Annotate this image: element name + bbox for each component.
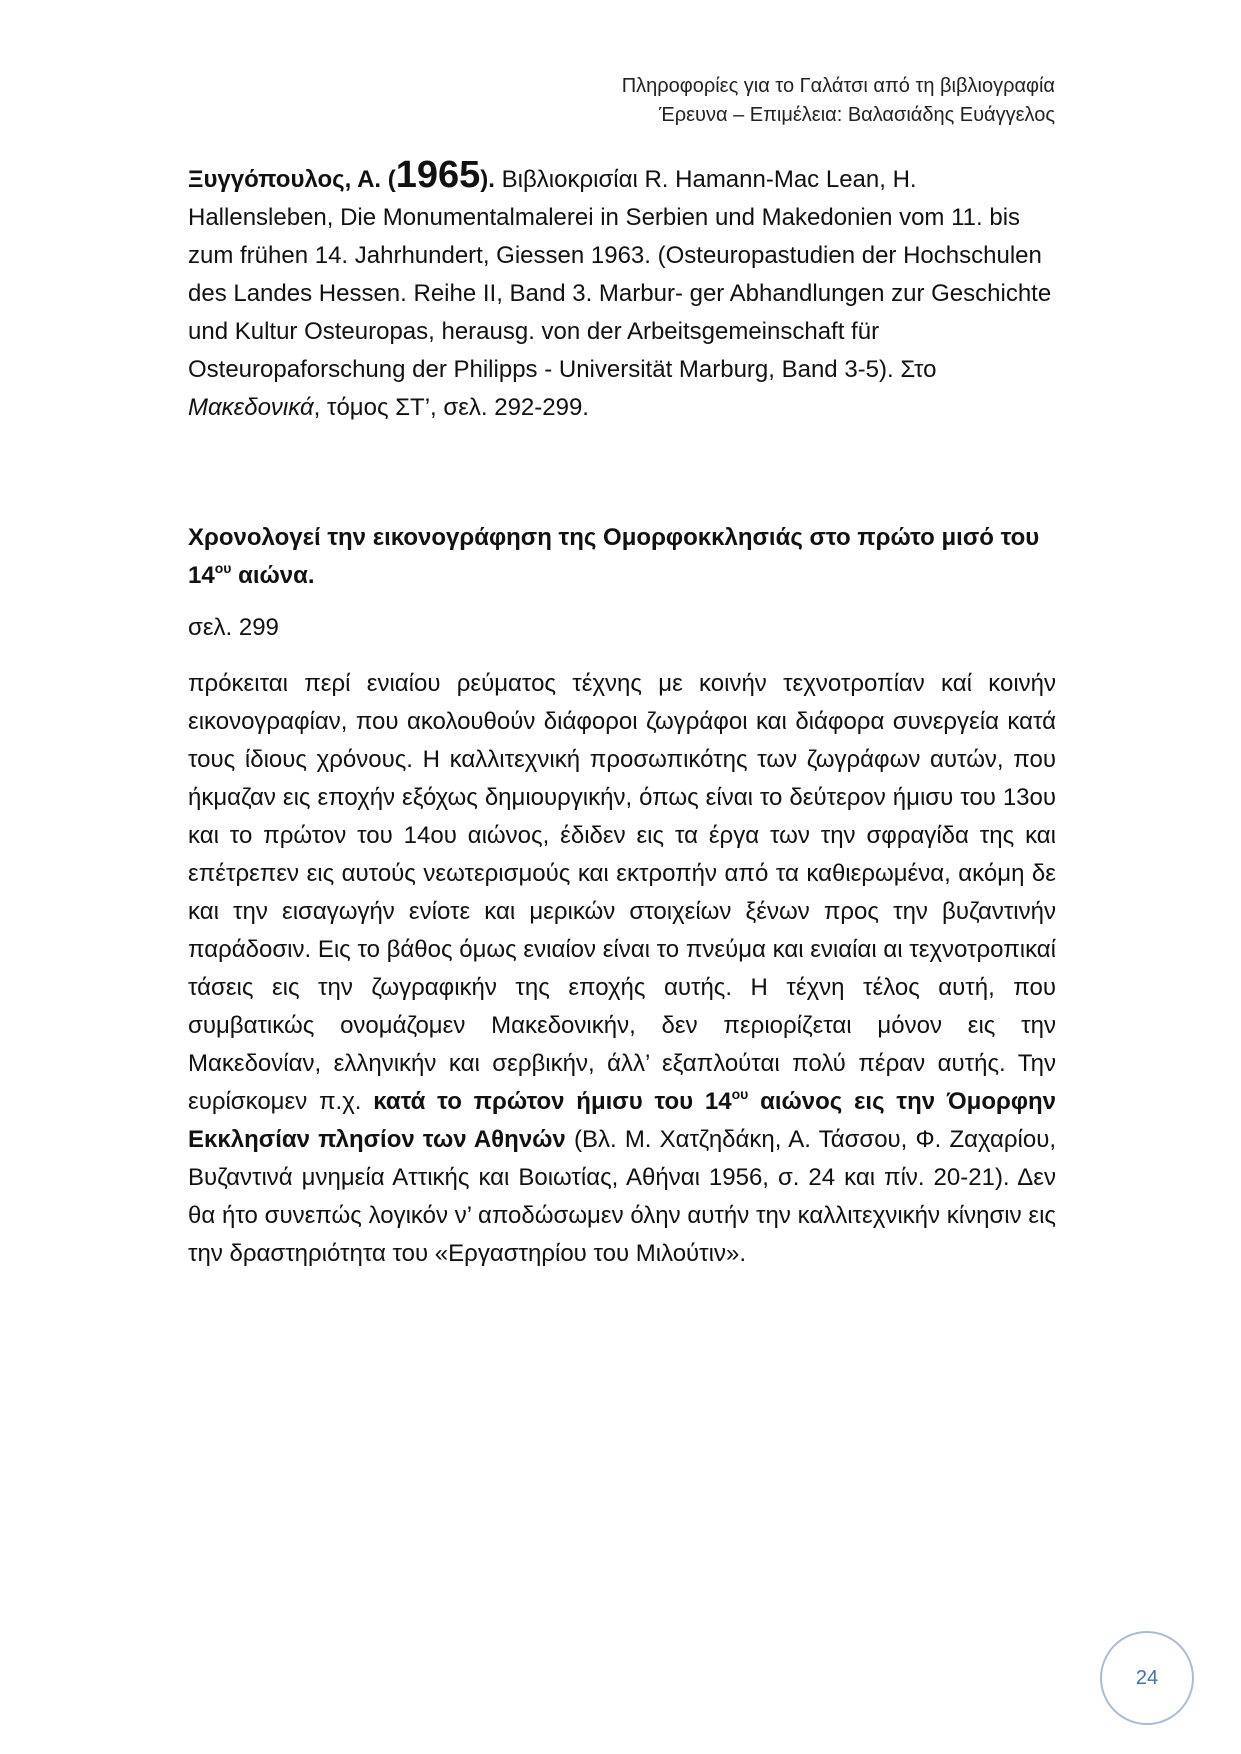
quote-ordinal: ου — [731, 1086, 749, 1102]
citation-year: 1965 — [395, 154, 481, 196]
header-author: Έρευνα – Επιμέλεια: Βαλασιάδης Ευάγγελος — [659, 104, 1055, 126]
quoted-paragraph — [188, 665, 1056, 1273]
quote-emphasis-text: κατά το πρώτον ήμισυ του 14 — [373, 1088, 732, 1115]
page-number-badge — [1100, 1631, 1194, 1725]
bibliographic-citation — [188, 154, 1056, 427]
quote-text: πρόκειται περί ενιαίου ρεύματος τέχνης με κοινήν τεχνοτροπίαν καί κοινήν εικονογραφίαν, που ακολουθούν διάφοροι ζωγράφοι και διάφορα συνεργεία κατά τους ίδιους χρόνους. Η καλλιτεχνική προσωπικότης των ζωγράφων αυτών, που ήκμαζαν εις εποχήν εξόχως δημιουργικήν, όπως είναι το δεύτερον ήμισυ του 13ου και το πρώτον του 14ου αιώνος, έδιδεν εις τα έργα των την σφραγίδα της και επέτρεπεν εις αυτούς νεωτερισμούς και εκτροπήν από τα καθιερωμένα, ακόμη δε και την εισαγωγήν ενίοτε και μερικών στοιχείων ξένων προς την βυζαντινήν παράδοσιν. Εις το βάθος όμως ενιαίον είναι το πνεύμα και ενιαίαι αι τεχνοτροπικαί τάσεις εις την ζωγραφικήν της εποχής αυτής. Η τέχνη τέλος αυτή, που συμβατικώς ονομάζομεν Μακεδονικήν, δεν περιορίζεται μόνον εις την Μακεδονίαν, ελληνικήν και σερβικήν, άλλ’ εξαπλούται πολύ πέραν αυτής. Την ευρίσκομεν π.χ. — [188, 670, 1056, 1115]
citation-year-close: ). — [480, 166, 495, 193]
summary-heading — [188, 519, 1056, 595]
heading-text-end: αιώνα. — [231, 562, 315, 589]
citation-author: Ξυγγόπουλος, Α. ( — [188, 166, 396, 193]
citation-volume-pages: , τόμος ΣΤ’, σελ. 292-299. — [313, 394, 589, 421]
page-reference: σελ. 299 — [188, 614, 279, 641]
page-header — [622, 72, 1055, 130]
citation-text: Βιβλιοκρισίαι R. Hamann-Mac Lean, H. Hallensleben, Die Monumentalmalerei in Serbien und Makedonien vom 11. bis zum frühen 14. Jahrhundert, Giessen 1963. (Osteuropastudien der Hochschulen des Landes Hessen. Reihe II, Band 3. Marbur- ger Abhandlungen zur Geschichte und Kultur Osteuropas, herausg. von der Arbeitsgemeinschaft für Osteuropaforschung der Philipps - Universität Marburg, Band 3-5). Στο — [188, 166, 1052, 383]
header-title: Πληροφορίες για το Γαλάτσι από τη βιβλιογραφία — [621, 75, 1055, 97]
citation-journal: Μακεδονικά — [188, 394, 314, 421]
page-number: 24 — [1135, 1666, 1159, 1689]
quote-emphasis-text-end: αιώνος εις την Όμορφην Εκκλησίαν πλησίον των Αθηνών — [188, 1088, 1057, 1153]
page-content — [188, 154, 1057, 1273]
heading-text: Χρονολογεί την εικονογράφηση της Ομορφοκκλησιάς στο πρώτο μισό του 14 — [188, 524, 1040, 589]
heading-ordinal: ου — [214, 560, 232, 576]
quote-text-end: (Βλ. Μ. Χατζηδάκη, Α. Τάσσου, Φ. Ζαχαρίου, Βυζαντινά μνημεία Αττικής και Βοιωτίας, Αθήναι 1956, σ. 24 και πίν. 20-21). Δεν θα ήτο συνεπώς λογικόν ν’ αποδώσωμεν όλην αυτήν την καλλιτεχνικήν κίνησιν εις την δραστηριότητα του «Εργαστηρίου του Μιλούτιν». — [188, 1126, 1057, 1267]
